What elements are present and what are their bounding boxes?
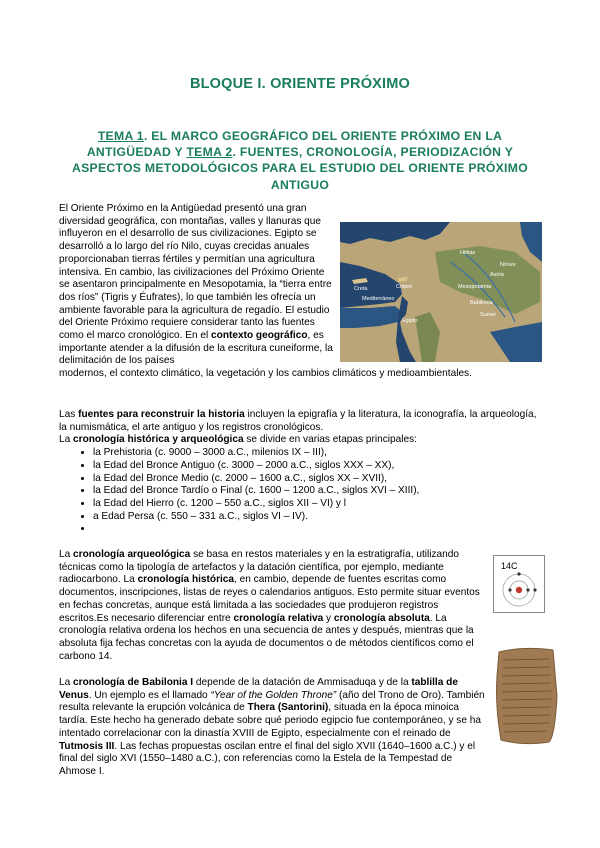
bold-text: Thera (Santorini) xyxy=(247,702,329,714)
text: , en cambio, depende de fuentes escritas como documentos, inscripciones, listas de reyes o calendarios antiguos. Esto permite situar eventos en fechas concretas, aunque está limitada a las sociedades que produjeron registros escritos.Es necesario diferenciar entre xyxy=(59,574,480,624)
subtitle-part2: . FUENTES, CRONOLOGÍA, PERIODIZACIÓN Y ASPECTOS METODOLÓGICOS PARA EL ESTUDIO DEL ORIENTE PRÓXIMO ANTIGUO xyxy=(72,145,528,192)
text: incluyen la epigrafía y la literatura, la iconografía, la arqueología, la numismática, el arte antiguo y los registros cronológicos. xyxy=(59,409,537,433)
map-label: Chipre xyxy=(396,284,413,290)
bold-text: cronología histórica y arqueológica xyxy=(73,434,244,446)
bold-text: cronología de Babilonia I xyxy=(73,677,194,688)
text: . La cronología relativa ordena los hechos en una secuencia de antes y después, mientras que la absoluta fija fechas concretas con la ayuda de documentos o de métodos científicos como el carbono 14. xyxy=(59,612,474,662)
list-item: • la Prehistoria (c. 9000 – 3000 a.C., milenios IX – III), xyxy=(93,447,544,460)
bold-text: tablilla de Venus xyxy=(59,677,458,701)
map-label: Asiria xyxy=(490,272,504,278)
list-item: • la Edad del Bronce Tardío o Final (c. 1600 – 1200 a.C., siglos XVI – XIII), xyxy=(93,485,544,498)
venus-tablet-image xyxy=(493,646,559,746)
text: se divide en varias etapas principales: xyxy=(243,434,417,446)
text: La xyxy=(59,677,74,688)
map-label: Nínive xyxy=(500,262,516,268)
subtitle-part1: . EL MARCO GEOGRÁFICO DEL ORIENTE PRÓXIMO EN LA ANTIGÜEDAD Y xyxy=(86,129,503,160)
bold-text: cronología histórica xyxy=(137,574,235,586)
text: , situada en la época minoica tardía. Este hecho ha generado debate sobre qué periodo egipcio fue contemporáneo, y se ha intentado correlacionar con la dinastía XVIII de Egipto, especialmente con el reinado de xyxy=(59,702,481,739)
text: El Oriente Próximo en la Antigüedad presentó una gran diversidad geográfica, con montañas, valles y llanuras que influyeron en el desarrollo de sus civilizaciones. Egipto se desarrolló a lo largo del río Nilo, cuyas crecidas anuales proporcionaban tierras fértiles y permitían una agricultura intensiva. En cambio, las civilizaciones del Próximo Oriente se asentaron principalmente en Mesopotamia, la “tierra entre dos ríos” (Tigris y Éufrates), lo que también les ofrecía un ambiente favorable para la agricultura de regadío. El estudio del Oriente Próximo requiere considerar tanto las fuentes como el marco cronológico. En el xyxy=(59,203,332,342)
map-label: Mediterráneo xyxy=(362,296,395,302)
italic-text: “Year of the Golden Throne” xyxy=(210,689,337,701)
text: modernos, el contexto climático, la vegetación y los cambios climáticos y medioambientales. xyxy=(59,368,472,380)
text: se basa en restos materiales y en la estratigrafía, utilizando técnicas como la tipología de artefactos y la datación científica, por ejemplo, mediante radiocarbono. La xyxy=(59,549,460,586)
intro-paragraph xyxy=(59,203,544,381)
map-label: Hititas xyxy=(460,250,476,256)
text: La xyxy=(59,434,74,446)
bold-text: contexto geográfico xyxy=(211,330,308,342)
text: . Un ejemplo es el llamado xyxy=(88,689,211,701)
tema2-label: TEMA 2 xyxy=(186,145,233,160)
list-item xyxy=(93,523,544,536)
carbon14-atom-image xyxy=(493,555,545,613)
archaeological-chronology-paragraph xyxy=(59,549,487,663)
carbon-label: 14C xyxy=(501,561,518,571)
list-item: • la Edad del Hierro (c. 1200 – 550 a.C., siglos XII – VI) y l xyxy=(93,498,544,511)
period-list xyxy=(59,447,544,536)
text: Las xyxy=(59,409,79,420)
bold-text: cronología relativa xyxy=(233,612,324,624)
map-label: Babilonia xyxy=(470,300,493,306)
map-label: Mesopotamia xyxy=(458,284,492,290)
tema1-label: TEMA 1 xyxy=(97,129,144,143)
bold-text: Tutmosis III xyxy=(59,740,115,752)
bold-text: cronología absoluta xyxy=(333,612,430,624)
list-item: • la Edad del Bronce Antiguo (c. 3000 – 2000 a.C., siglos XXX – XX), xyxy=(93,460,544,473)
text: depende de la datación de Ammisaduqa y de la xyxy=(193,677,412,688)
sources-paragraph xyxy=(59,409,544,536)
text: (año del Trono de Oro). También resulta relevante la erupción volcánica de xyxy=(59,689,485,714)
bold-text: cronología arqueológica xyxy=(73,549,191,560)
map-label: Sumer xyxy=(480,312,497,318)
bold-text: fuentes para reconstruir la historia xyxy=(78,409,245,420)
section-subtitle xyxy=(60,128,540,193)
map-label: Creta xyxy=(354,286,368,292)
text: y xyxy=(323,612,334,624)
list-item: • la Edad del Bronce Medio (c. 2000 – 1600 a.C., siglos XX – XVII), xyxy=(93,473,544,486)
map-label: Egipto xyxy=(402,318,418,324)
text: , es importante atender a la difusión de la escritura cuneiforme, la delimitación de los países xyxy=(59,330,333,367)
babylon-chronology-paragraph xyxy=(59,677,489,779)
page-title: BLOQUE I. ORIENTE PRÓXIMO xyxy=(189,76,411,92)
text: La xyxy=(59,549,74,560)
list-item: • a Edad Persa (c. 550 – 331 a.C., siglos VI – IV). xyxy=(93,511,544,524)
text: . Las fechas propuestas oscilan entre el final del siglo XVII (1640–1600 a.C.) y el final del siglo XVI (1550–1480 a.C.), con referencias como la Estela de la Tempestad de Ahmose I. xyxy=(59,740,476,777)
